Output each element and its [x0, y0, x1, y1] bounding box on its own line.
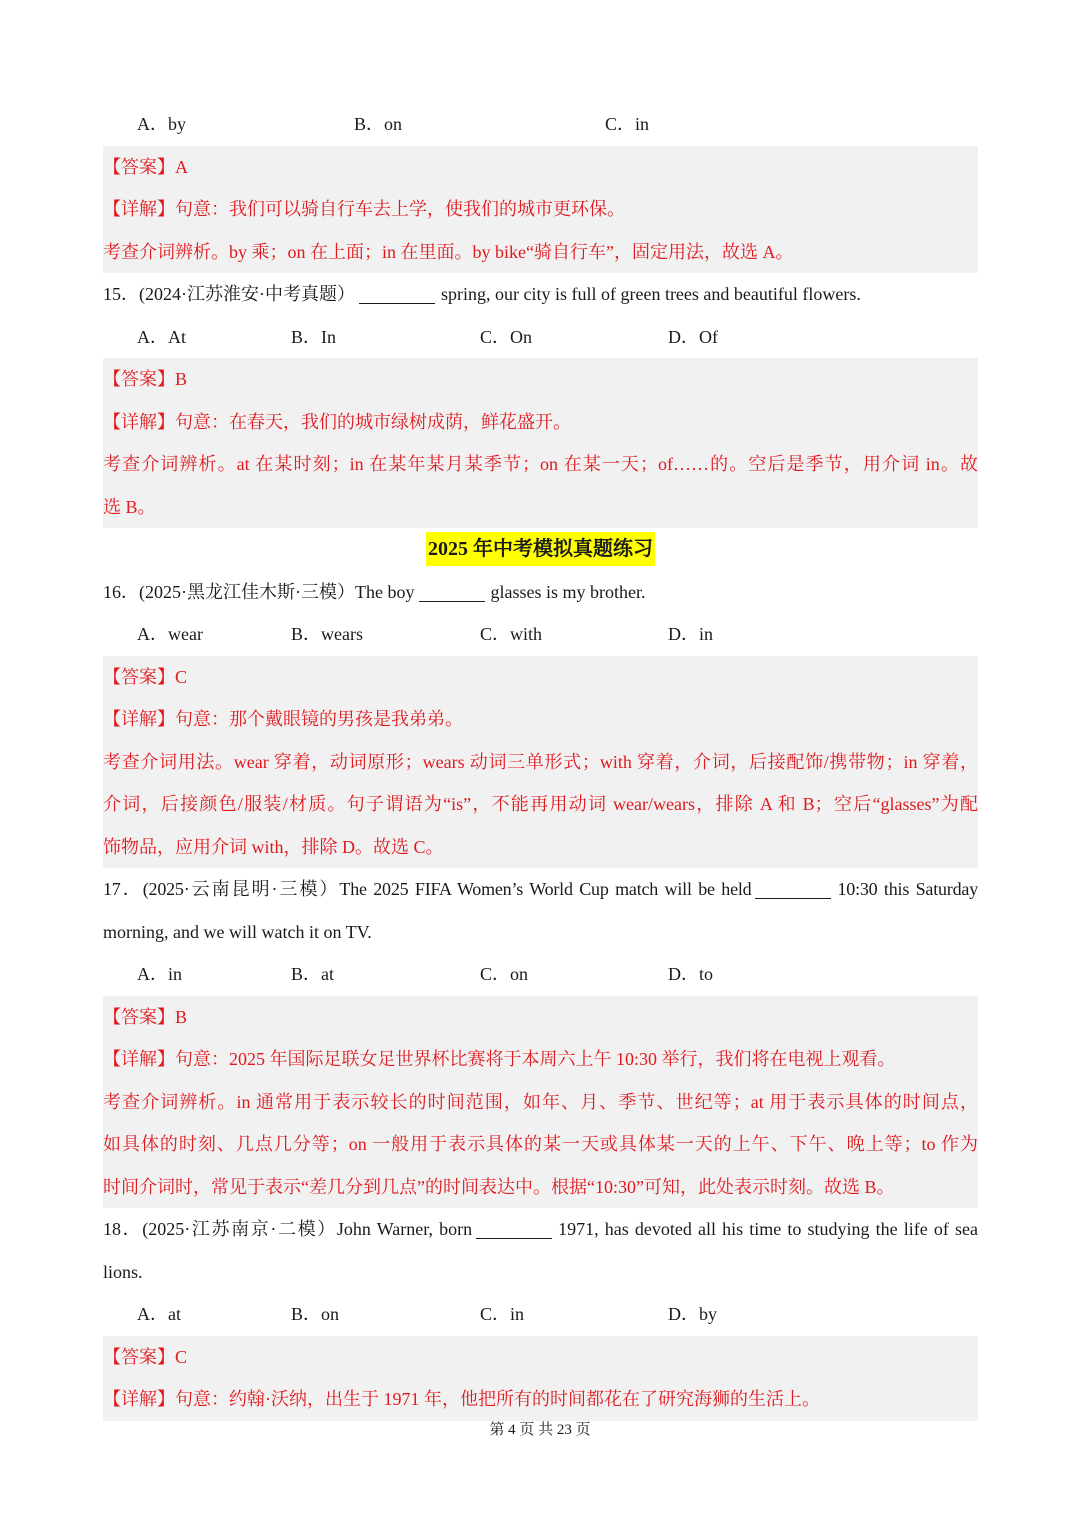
q14-analysis: 考查介词辨析。by 乘；on 在上面；in 在里面。by bike“骑自行车”，固定用法，故选 A。: [103, 241, 794, 262]
q17-options: [103, 953, 978, 996]
q17-answer: 【答案】B: [103, 1006, 188, 1027]
q17-option-a: A．in: [137, 964, 182, 984]
q16-blank: [419, 581, 485, 602]
q15-option-b: B．In: [291, 326, 336, 347]
q18-answer-box: [103, 1336, 978, 1421]
section-title: 2025 年中考模拟真题练习: [426, 532, 655, 566]
q16-answer-box: [103, 656, 978, 869]
q17-suffix: 10:30 this Saturday: [837, 879, 978, 899]
q18-option-d: D．by: [668, 1304, 717, 1324]
q17-stem: [103, 868, 978, 911]
q16-option-a: A．wear: [137, 624, 203, 644]
q15-analysis-2: 选 B。: [103, 496, 156, 517]
q18-blank: [476, 1218, 552, 1239]
q16-detail: 【详解】句意：那个戴眼镜的男孩是我弟弟。: [103, 709, 463, 729]
q17-detail: 【详解】句意：2025 年国际足联女足世界杯比赛将于本周六上午 10:30 举行，我们将在电视上观看。: [103, 1049, 896, 1069]
q18-prefix: 18．(2025·江苏南京·二模）John Warner, born: [103, 1219, 473, 1239]
q17-option-c: C．on: [480, 964, 529, 984]
q15-option-c: C．On: [480, 326, 533, 347]
q18-stem-line2: lions.: [103, 1261, 143, 1282]
q15-option-d: D．Of: [668, 326, 718, 347]
q18-option-a: A．at: [137, 1304, 181, 1324]
q16-suffix: glasses is my brother.: [490, 581, 646, 602]
q17-option-d: D．to: [668, 964, 713, 984]
q17-blank: [755, 878, 831, 899]
q14-answer: 【答案】A: [103, 156, 188, 177]
q16-stem: [103, 571, 978, 614]
q15-answer: 【答案】B: [103, 369, 188, 389]
exercise-page: [103, 103, 978, 1421]
q16-option-d: D．in: [668, 624, 713, 644]
q15-stem: [103, 273, 978, 316]
q16-options: [103, 613, 978, 656]
q16-option-b: B．wears: [291, 624, 363, 644]
q14-option-a: A．by: [137, 114, 186, 134]
q15-detail: 【详解】句意：在春天，我们的城市绿树成荫，鲜花盛开。: [103, 411, 571, 432]
section-heading: [103, 528, 978, 571]
q14-option-b: B．on: [354, 114, 403, 134]
q15-blank: [359, 283, 435, 304]
q17-stem-line2: morning, and we will watch it on TV.: [103, 921, 372, 942]
q17-analysis-3: 时间介词时，常见于表示“差几分到几点”的时间表达中。根据“10:30”可知，此处表示时刻。故选 B。: [103, 1176, 895, 1197]
q15-option-a: A．At: [137, 326, 186, 347]
q15-prefix: 15．(2024·江苏淮安·中考真题）: [103, 284, 355, 304]
q17-analysis-2: 如具体的时刻、几点几分等；on 一般用于表示具体的某一天或具体某一天的上午、下午、晚上等；to 作为: [103, 1134, 978, 1154]
q18-detail: 【详解】句意：约翰·沃纳，出生于 1971 年，他把所有的时间都花在了研究海狮的生活上。: [103, 1389, 820, 1409]
q15-answer-box: [103, 358, 978, 528]
q16-answer: 【答案】C: [103, 666, 188, 687]
q15-analysis-1: 考查介词辨析。at 在某时刻；in 在某年某月某季节；on 在某一天；of……的。空后是季节，用介词 in。故: [103, 454, 978, 474]
q18-stem: [103, 1208, 978, 1251]
q17-prefix: 17．(2025·云南昆明·三模）The 2025 FIFA Women’s World Cup match will be held: [103, 879, 752, 899]
q18-answer: 【答案】C: [103, 1346, 188, 1367]
q18-option-c: C．in: [480, 1304, 525, 1324]
q18-options: [103, 1293, 978, 1336]
q15-suffix: spring, our city is full of green trees and beautiful flowers.: [440, 284, 861, 304]
q18-option-b: B．on: [291, 1304, 340, 1324]
q14-answer-box: [103, 146, 978, 274]
q16-prefix: 16．(2025·黑龙江佳木斯·三模）The boy: [103, 581, 415, 602]
q14-options: [103, 103, 978, 146]
q17-option-b: B．at: [291, 964, 334, 984]
q16-analysis-3: 饰物品，应用介词 with，排除 D。故选 C。: [103, 836, 444, 857]
q16-option-c: C．with: [480, 624, 543, 644]
q18-suffix: 1971, has devoted all his time to studying the life of sea: [558, 1219, 978, 1239]
q16-analysis-2: 介词，后接颜色/服装/材质。句子谓语为“is”，不能再用动词 wear/wears，排除 A 和 B；空后“glasses”为配: [103, 794, 978, 814]
page-footer: 第 4 页 共 23 页: [489, 1422, 591, 1438]
q17-analysis-1: 考查介词辨析。in 通常用于表示较长的时间范围，如年、月、季节、世纪等；at 用于表示具体的时间点，: [103, 1091, 978, 1112]
q17-answer-box: [103, 996, 978, 1209]
q14-option-c: C．in: [605, 114, 650, 134]
q14-detail: 【详解】句意：我们可以骑自行车去上学，使我们的城市更环保。: [103, 199, 625, 219]
q16-analysis-1: 考查介词用法。wear 穿着，动词原形；wears 动词三单形式；with 穿着，介词，后接配饰/携带物；in 穿着，: [103, 751, 978, 772]
q15-options: [103, 316, 978, 359]
